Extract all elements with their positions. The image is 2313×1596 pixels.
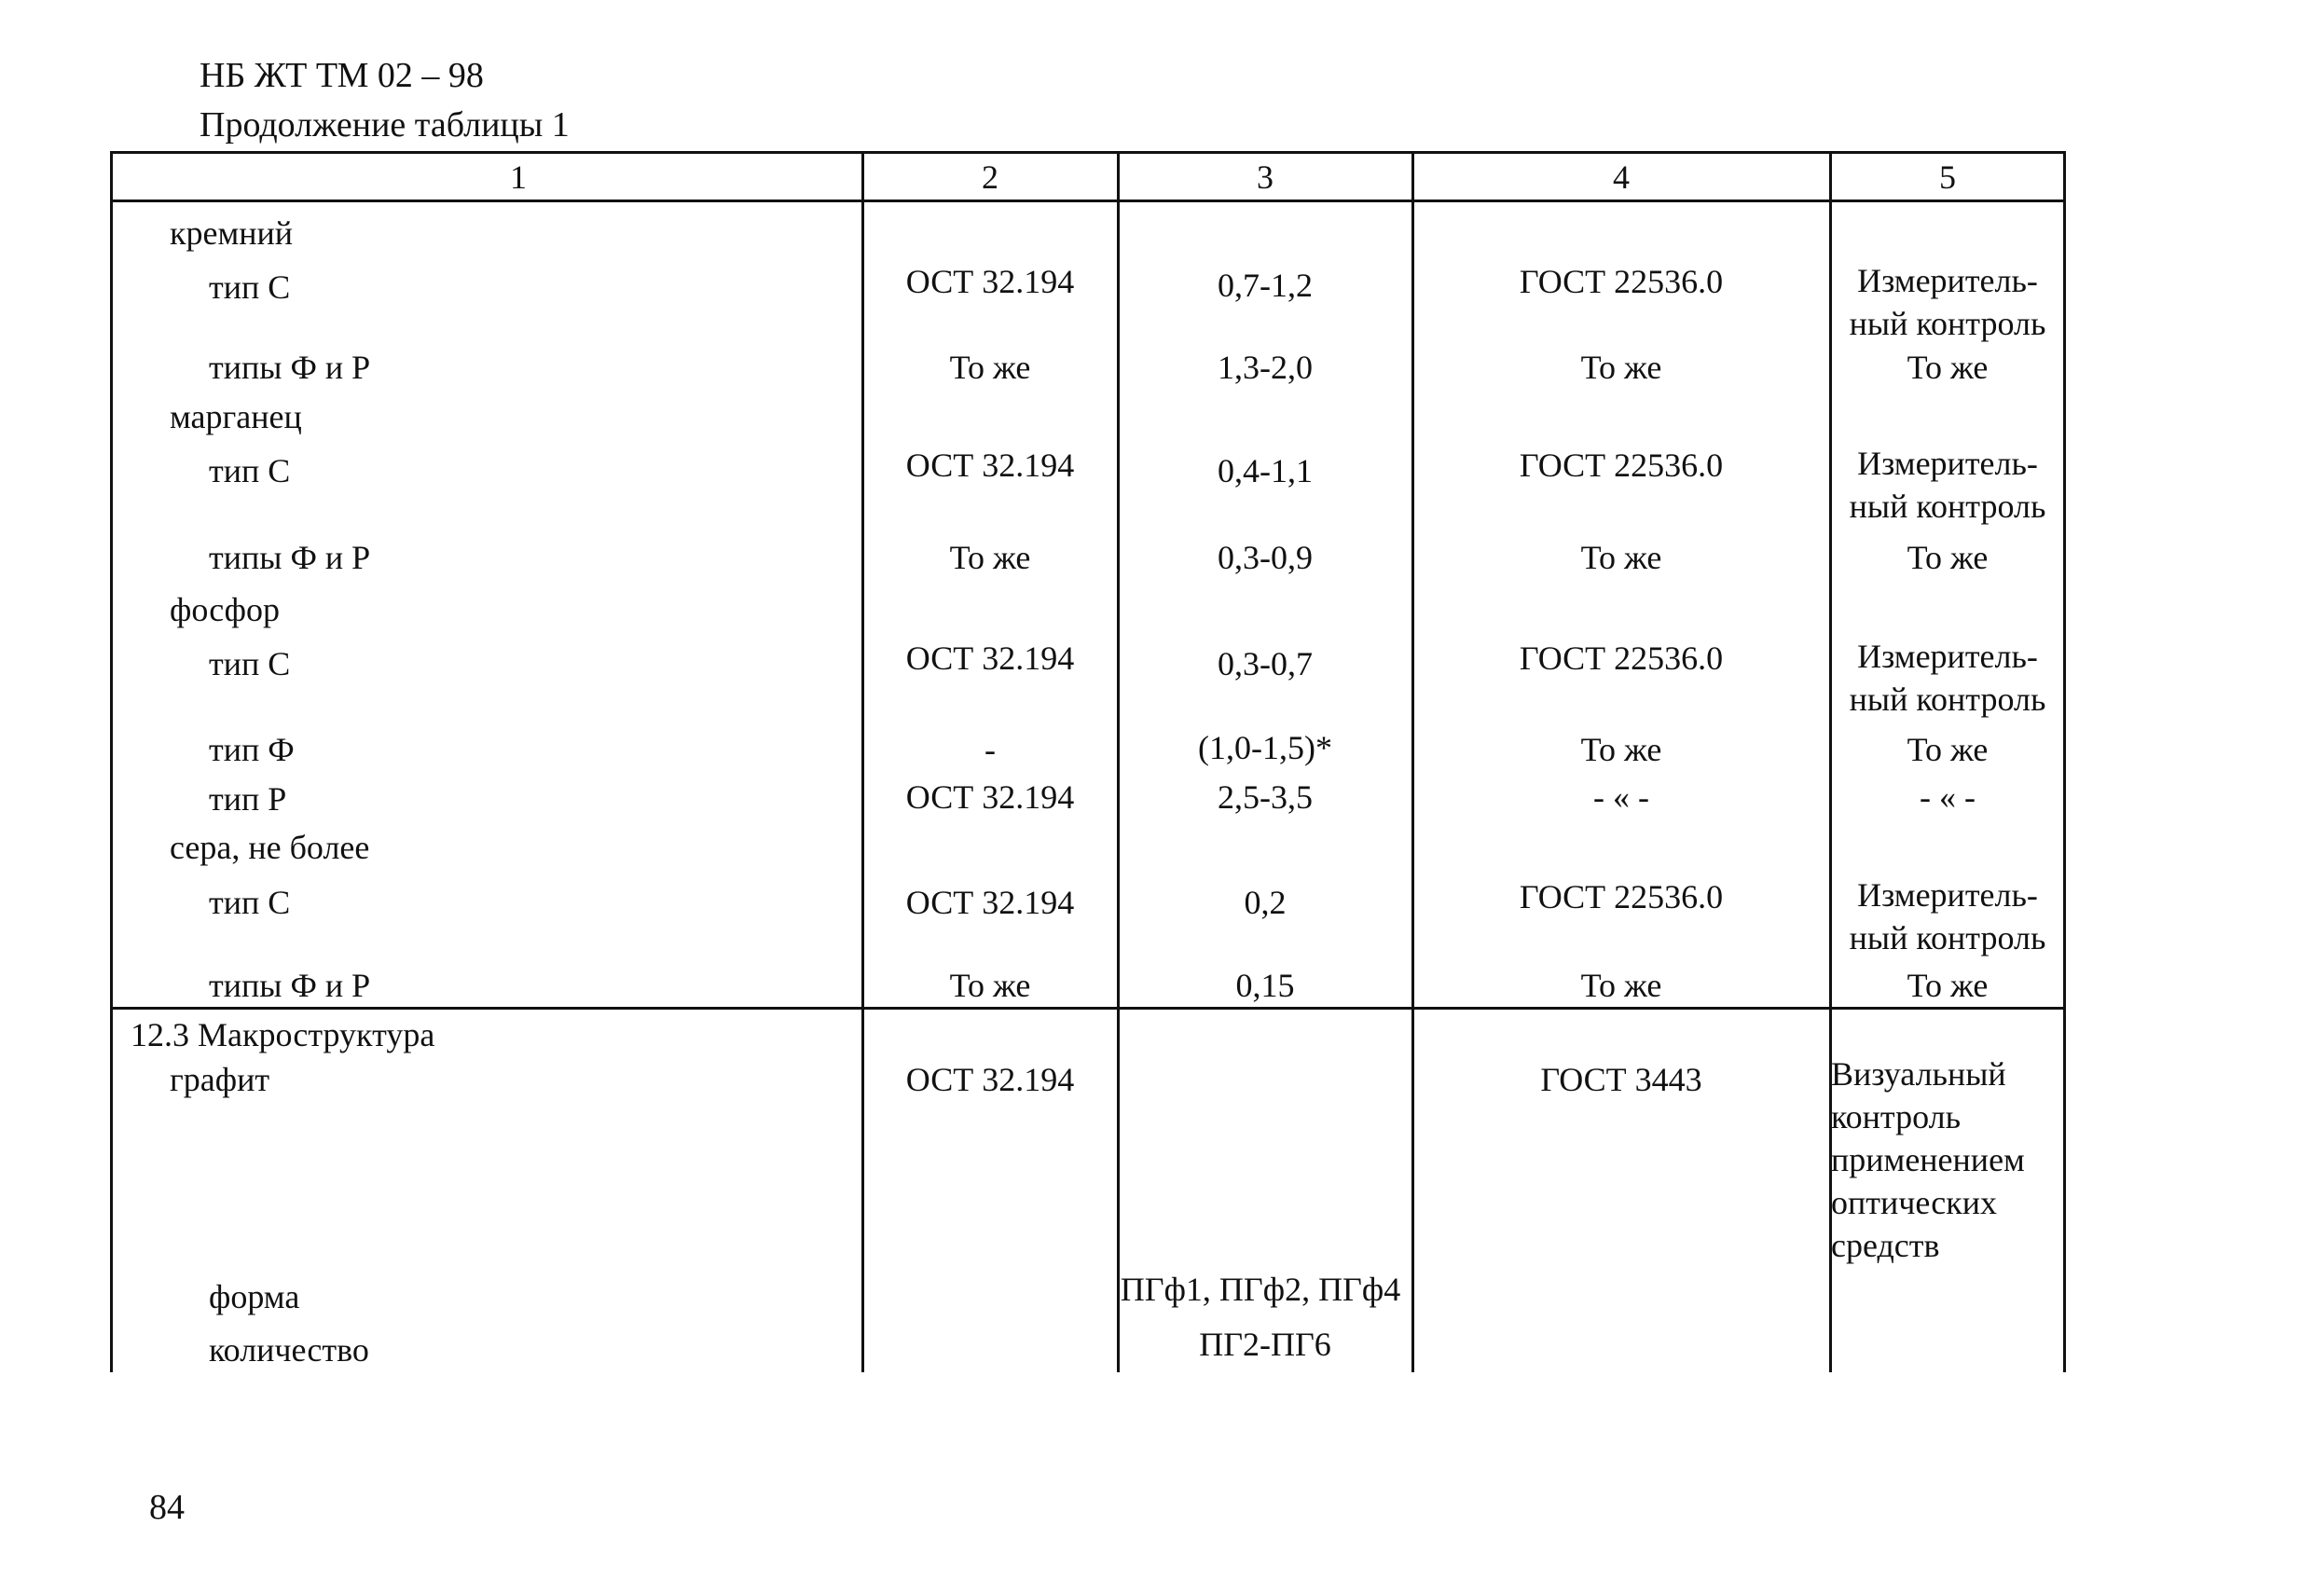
row-control-type: То же: [1907, 539, 1989, 576]
control-line-1: Измеритель-: [1857, 638, 2038, 675]
page-number: 84: [149, 1488, 185, 1527]
row-value: 0,7-1,2: [1218, 267, 1313, 304]
column-header-3: 3: [1257, 158, 1274, 196]
table-header-divider: [110, 200, 2066, 202]
row-value: 0,3-0,7: [1218, 645, 1313, 682]
control-line-4: оптических: [1831, 1184, 1997, 1221]
row-label: типы Ф и Р: [209, 349, 371, 386]
row-method-standard: ГОСТ 22536.0: [1519, 447, 1724, 484]
row-standard: ОСТ 32.194: [905, 1061, 1075, 1098]
row-label: форма: [209, 1278, 300, 1315]
row-standard: То же: [949, 539, 1031, 576]
control-line-1: Измеритель-: [1857, 262, 2038, 299]
row-method-standard: То же: [1580, 731, 1662, 768]
row-method-standard: То же: [1580, 539, 1662, 576]
control-line-1: Измеритель-: [1857, 876, 2038, 914]
control-line-3: применением: [1831, 1141, 2025, 1178]
control-line-2: ный контроль: [1849, 488, 2046, 525]
control-line-2: ный контроль: [1849, 681, 2046, 718]
row-label: типы Ф и Р: [209, 539, 371, 576]
row-value: 2,5-3,5: [1218, 778, 1313, 816]
row-label: тип С: [209, 452, 291, 489]
row-method-standard: ГОСТ 22536.0: [1519, 263, 1724, 300]
control-line-2: ный контроль: [1849, 305, 2046, 342]
row-label: марганец: [170, 398, 302, 435]
row-control-type: [1850, 874, 2046, 959]
row-label: типы Ф и Р: [209, 967, 371, 1004]
row-label: фосфор: [170, 591, 280, 628]
row-standard: ОСТ 32.194: [905, 263, 1075, 300]
row-standard: То же: [949, 349, 1031, 386]
row-label: сера, не более: [170, 829, 370, 866]
row-label: кремний: [170, 214, 294, 252]
document-code: НБ ЖТ ТМ 02 – 98: [200, 56, 484, 95]
row-label: тип С: [209, 645, 291, 682]
row-standard: ОСТ 32.194: [905, 447, 1075, 484]
row-value: ПГ2-ПГ6: [1199, 1326, 1331, 1363]
row-value: 0,4-1,1: [1218, 452, 1313, 489]
row-method-standard: ГОСТ 22536.0: [1519, 878, 1724, 915]
row-value: ПГф1, ПГф2, ПГф4: [1120, 1271, 1401, 1308]
row-method-standard: То же: [1580, 349, 1662, 386]
column-divider-3: [1411, 151, 1414, 1372]
control-line-5: средств: [1831, 1227, 1940, 1264]
row-control-type: То же: [1907, 967, 1989, 1004]
row-label: количество: [209, 1331, 369, 1369]
row-control-type: - « -: [1920, 778, 1976, 816]
row-value: 0,15: [1235, 967, 1295, 1004]
row-control-type: [1850, 442, 2046, 528]
control-line-2: ный контроль: [1849, 919, 2046, 956]
row-value: 1,3-2,0: [1218, 349, 1313, 386]
table-left-border: [110, 151, 113, 1372]
row-value: (1,0-1,5)*: [1198, 729, 1332, 766]
row-standard: То же: [949, 967, 1031, 1004]
row-standard: ОСТ 32.194: [905, 640, 1075, 677]
row-label: графит: [170, 1061, 270, 1098]
row-label: тип Ф: [209, 731, 295, 768]
section-heading: 12.3 Макроструктура: [131, 1016, 435, 1053]
row-control-type: То же: [1907, 731, 1989, 768]
row-label: тип С: [209, 884, 291, 921]
row-label: тип С: [209, 268, 291, 306]
row-method-standard: То же: [1580, 967, 1662, 1004]
control-line-1: Визуальный: [1831, 1055, 2006, 1093]
row-control-type: [1850, 635, 2046, 721]
row-standard: ОСТ 32.194: [905, 884, 1075, 921]
row-label: тип Р: [209, 780, 287, 818]
table-caption: Продолжение таблицы 1: [200, 105, 570, 144]
control-line-1: Измеритель-: [1857, 445, 2038, 482]
column-header-5: 5: [1939, 158, 1956, 196]
table-top-border: [110, 151, 2066, 154]
column-header-4: 4: [1613, 158, 1630, 196]
column-header-2: 2: [982, 158, 998, 196]
column-divider-1: [861, 151, 864, 1372]
column-header-1: 1: [510, 158, 527, 196]
row-control-type: То же: [1907, 349, 1989, 386]
row-method-standard: - « -: [1593, 778, 1649, 816]
column-divider-2: [1117, 151, 1120, 1372]
row-value: 0,2: [1244, 884, 1287, 921]
row-value: 0,3-0,9: [1218, 539, 1313, 576]
row-method-standard: ГОСТ 22536.0: [1519, 640, 1724, 677]
row-standard: ОСТ 32.194: [905, 778, 1075, 816]
table-section-divider: [110, 1007, 2066, 1010]
control-line-2: контроль: [1831, 1098, 1962, 1135]
row-control-type: [1850, 259, 2046, 345]
row-method-standard: ГОСТ 3443: [1540, 1061, 1702, 1098]
table-right-border: [2063, 151, 2066, 1372]
row-control-type: [1831, 1053, 2025, 1267]
row-standard: -: [984, 731, 996, 768]
